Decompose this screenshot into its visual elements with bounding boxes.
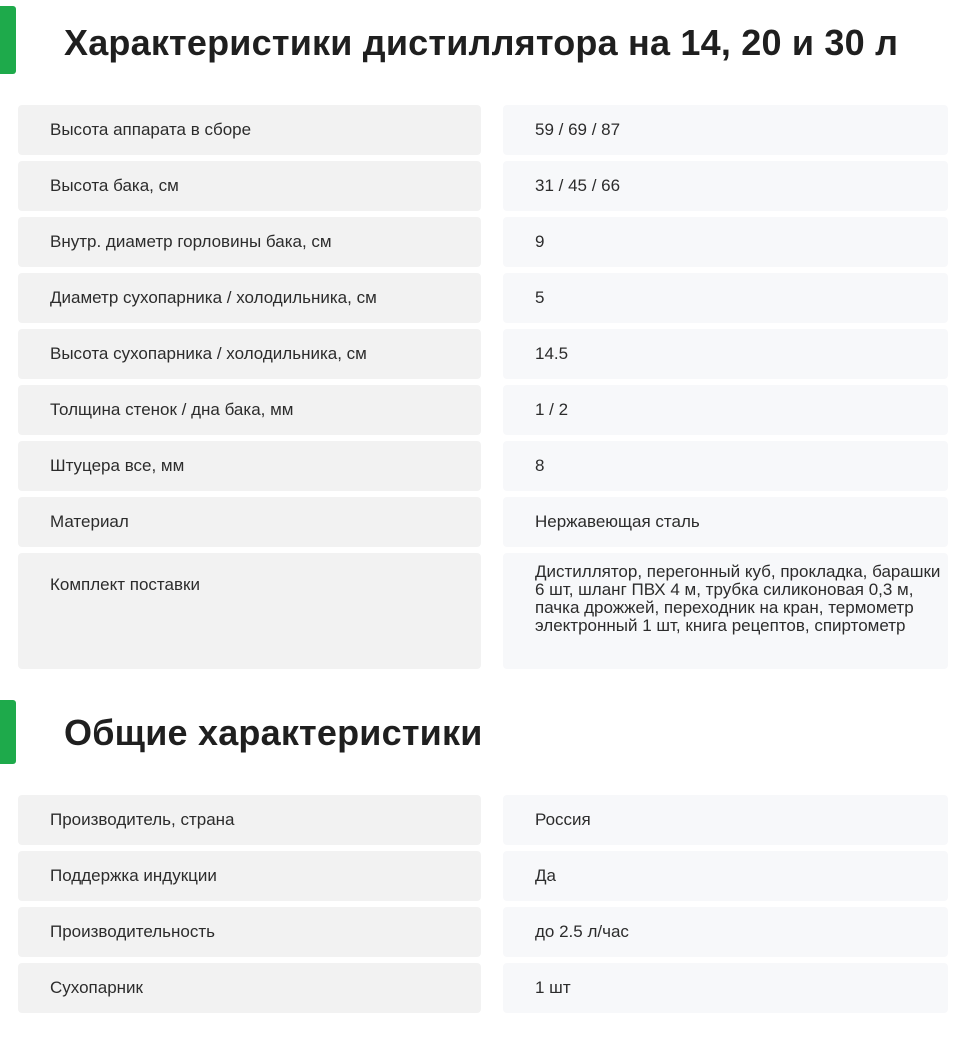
table-row [18,963,948,1013]
table-row [18,795,948,845]
spec-value: 9 [503,217,948,267]
spec-label: Высота сухопарника / холодильника, см [18,329,481,379]
spec-label: Поддержка индукции [18,851,481,901]
table-row [18,851,948,901]
spec-label: Сухопарник [18,963,481,1013]
spec-value: 1 / 2 [503,385,948,435]
table-row [18,497,948,547]
table-row [18,273,948,323]
spec-label: Высота аппарата в сборе [18,105,481,155]
spec-label: Диаметр сухопарника / холодильника, см [18,273,481,323]
spec-table-general [18,795,948,1019]
table-row [18,553,948,669]
spec-value: Нержавеющая сталь [503,497,948,547]
table-row [18,105,948,155]
spec-label: Производительность [18,907,481,957]
table-row [18,385,948,435]
spec-value: 8 [503,441,948,491]
spec-value: Россия [503,795,948,845]
spec-label: Толщина стенок / дна бака, мм [18,385,481,435]
spec-table-distiller [18,105,948,675]
spec-label: Штуцера все, мм [18,441,481,491]
spec-label: Комплект поставки [18,553,481,669]
table-row [18,217,948,267]
spec-label: Высота бака, см [18,161,481,211]
spec-value: 1 шт [503,963,948,1013]
table-row [18,329,948,379]
table-row [18,161,948,211]
spec-value: 31 / 45 / 66 [503,161,948,211]
section-title-distiller: Характеристики дистиллятора на 14, 20 и 30 л [64,22,899,63]
section-title-general: Общие характеристики [64,712,483,753]
spec-label: Материал [18,497,481,547]
section-accent-bar [0,700,16,764]
spec-label: Внутр. диаметр горловины бака, см [18,217,481,267]
spec-value: до 2.5 л/час [503,907,948,957]
spec-label: Производитель, страна [18,795,481,845]
spec-value: 5 [503,273,948,323]
spec-value: Дистиллятор, перегонный куб, прокладка, барашки 6 шт, шланг ПВХ 4 м, трубка силиконовая 0,3 м, пачка дрожжей, переходник на кран, термометр электронный 1 шт, книга рецептов, спиртометр [503,553,948,669]
table-row [18,441,948,491]
spec-value: 59 / 69 / 87 [503,105,948,155]
spec-value: 14.5 [503,329,948,379]
section-accent-bar [0,6,16,74]
spec-value: Да [503,851,948,901]
table-row [18,907,948,957]
